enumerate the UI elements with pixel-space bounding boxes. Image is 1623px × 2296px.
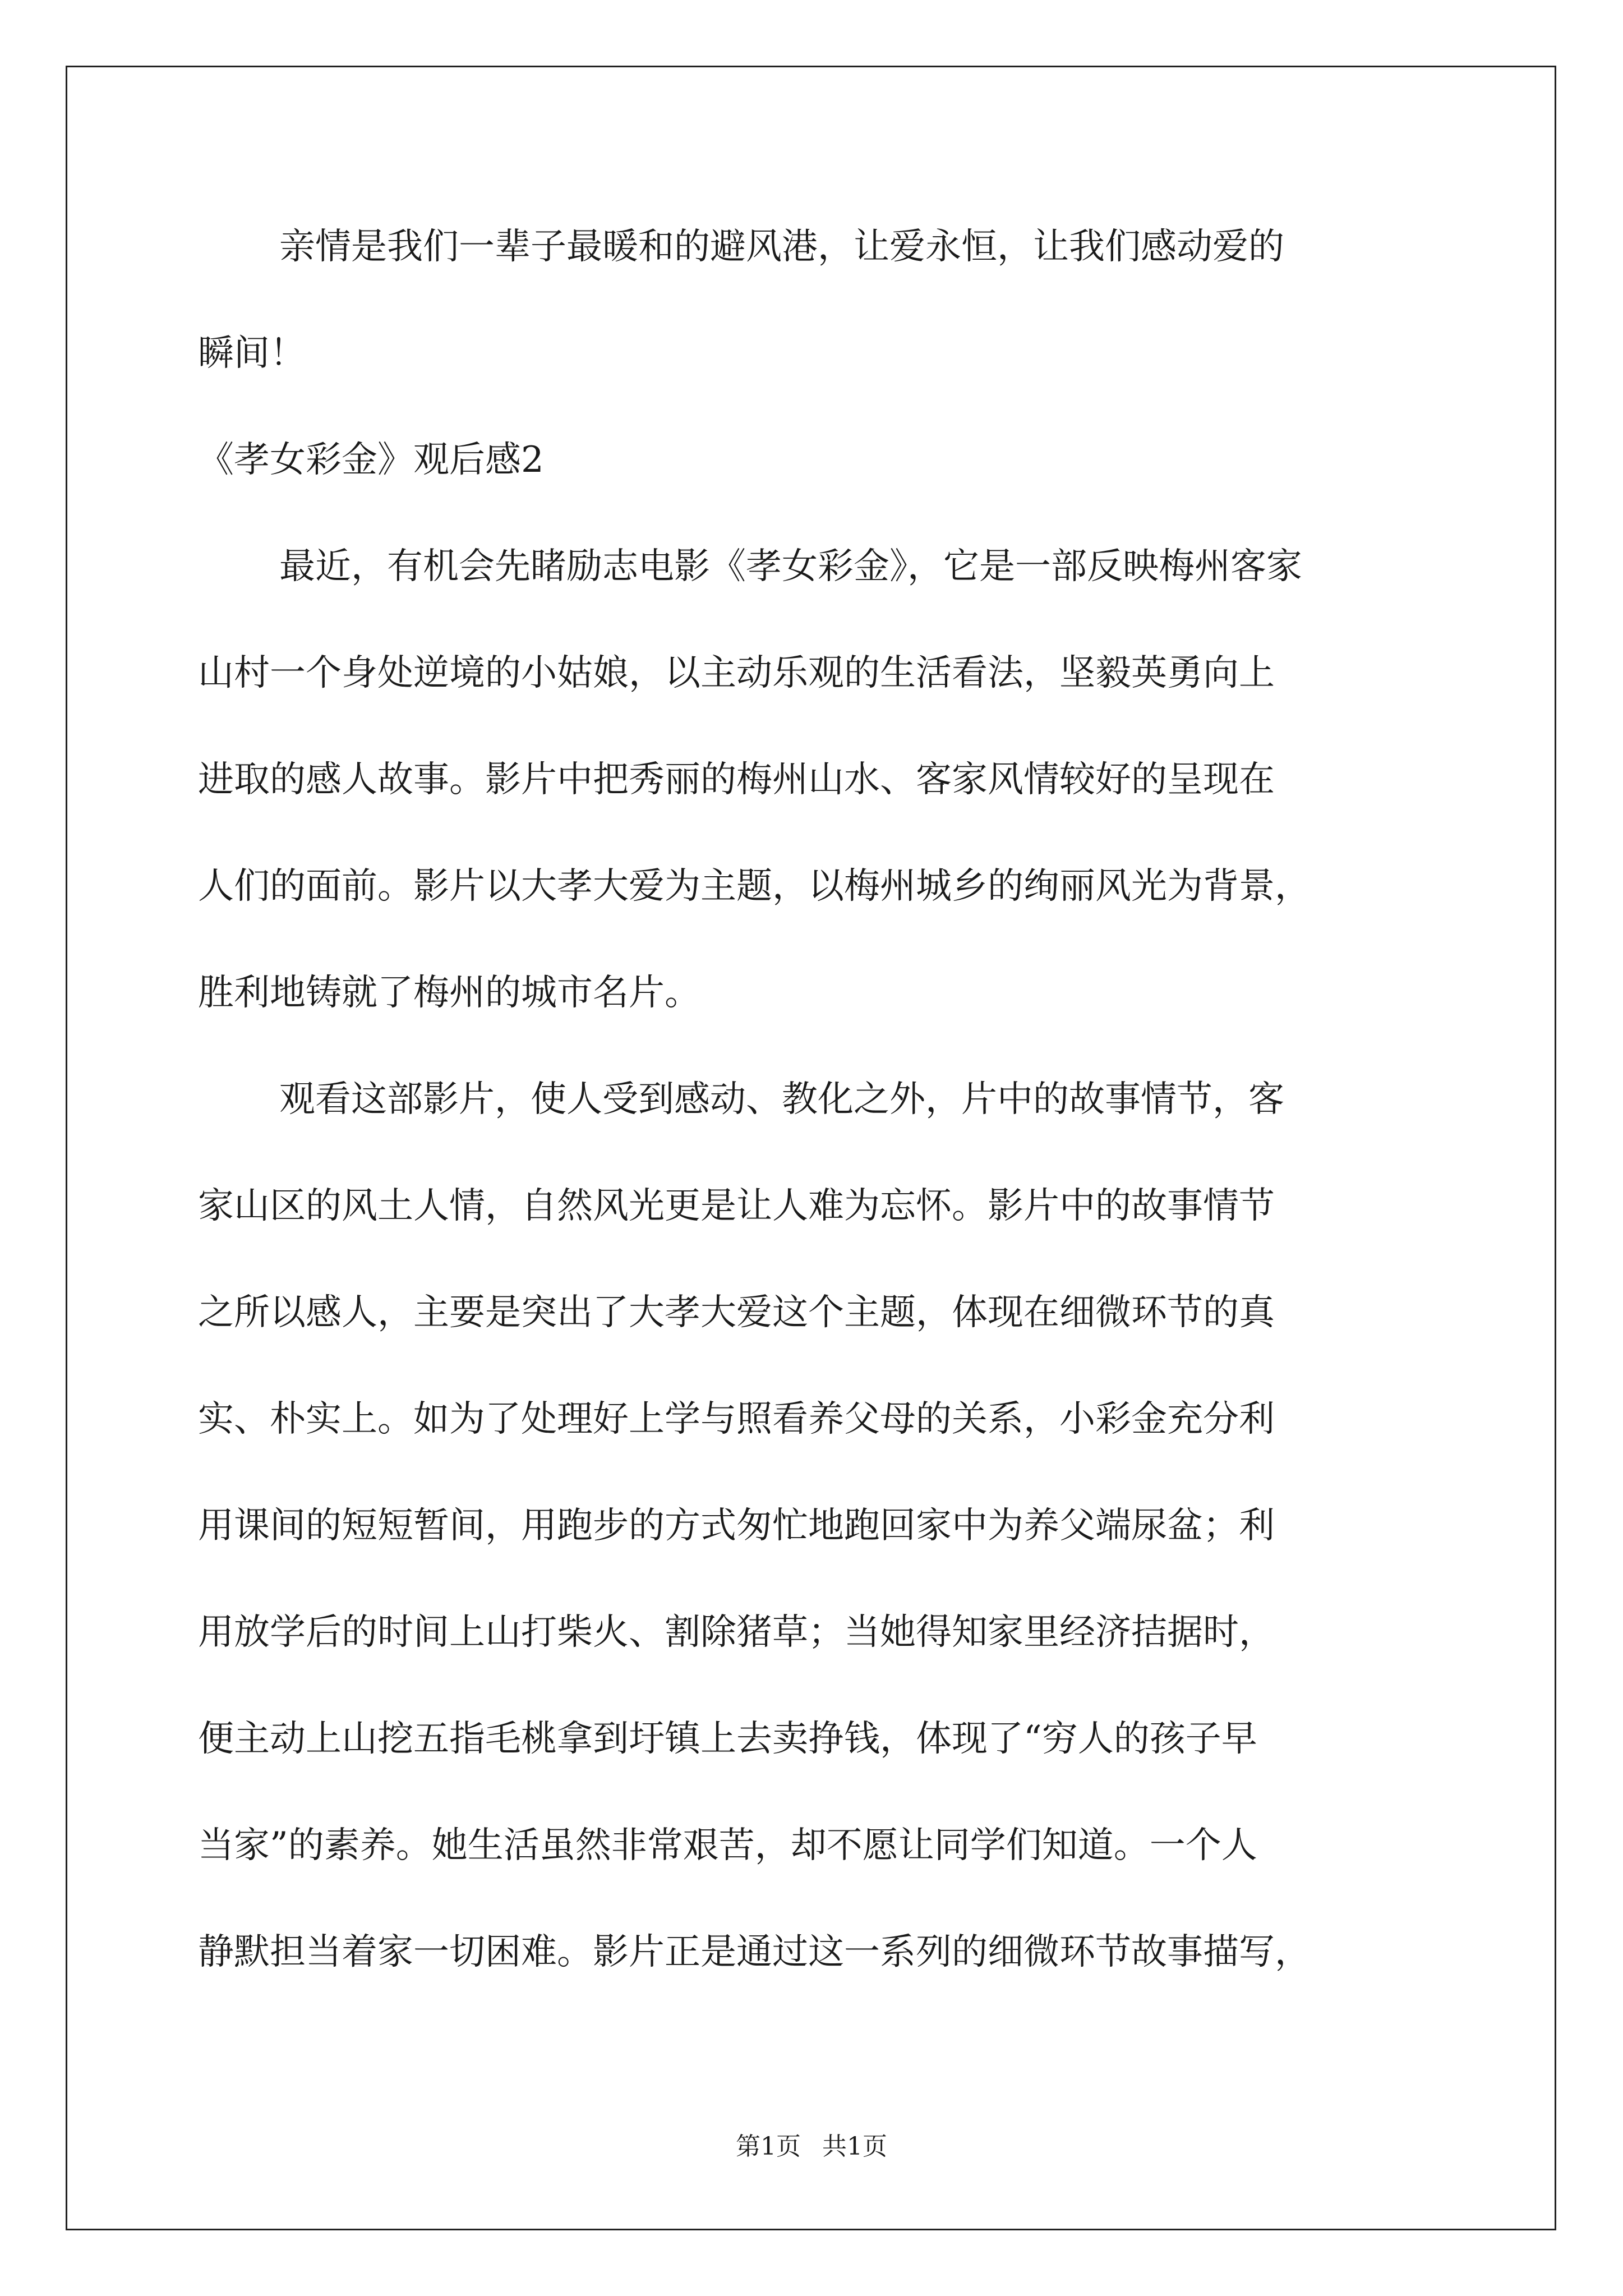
page-footer [0, 2126, 1623, 2162]
paragraph-line: 进取的感人故事。影片中把秀丽的梅州山水、客家风情较好的呈现在 [198, 759, 1275, 800]
paragraph-line: 静默担当着家一切困难。影片正是通过这一系列的细微环节故事描写， [198, 1931, 1311, 1973]
paragraph-line: 山村一个身处逆境的小姑娘，以主动乐观的生活看法，坚毅英勇向上 [198, 652, 1275, 694]
paragraph-line: 实、朴实上。如为了处理好上学与照看养父母的关系，小彩金充分利 [198, 1398, 1275, 1440]
paragraph-line: 家山区的风土人情，自然风光更是让人难为忘怀。影片中的故事情节 [198, 1185, 1275, 1227]
paragraph-line: 最近，有机会先睹励志电影《孝女彩金》，它是一部反映梅州客家 [279, 546, 1302, 587]
paragraph-line: 人们的面前。影片以大孝大爱为主题，以梅州城乡的绚丽风光为背景， [198, 866, 1311, 907]
document-body [198, 210, 1432, 2022]
paragraph-line: 瞬间！ [198, 333, 306, 374]
paragraph-line: 之所以感人，主要是突出了大孝大爱这个主题，体现在细微环节的真 [198, 1292, 1275, 1333]
section-title: 《孝女彩金》观后感2 [198, 439, 544, 481]
page-total: 共1页 [822, 2132, 887, 2161]
paragraph-line: 用放学后的时间上山打柴火、割除猪草；当她得知家里经济拮据时， [198, 1612, 1275, 1653]
page-number: 第1页 [736, 2132, 801, 2161]
paragraph-line: 便主动上山挖五指毛桃拿到圩镇上去卖挣钱，体现了“穷人的孩子早 [198, 1718, 1257, 1760]
paragraph-line: 观看这部影片，使人受到感动、教化之外，片中的故事情节，客 [279, 1079, 1284, 1120]
paragraph-line: 用课间的短短暂间，用跑步的方式匆忙地跑回家中为养父端尿盆；利 [198, 1505, 1275, 1547]
paragraph-line: 当家”的素养。她生活虽然非常艰苦，却不愿让同学们知道。一个人 [198, 1825, 1257, 1866]
paragraph-line: 亲情是我们一辈子最暖和的避风港，让爱永恒，让我们感动爱的 [279, 226, 1284, 268]
paragraph-line: 胜利地铸就了梅州的城市名片。 [198, 972, 700, 1014]
